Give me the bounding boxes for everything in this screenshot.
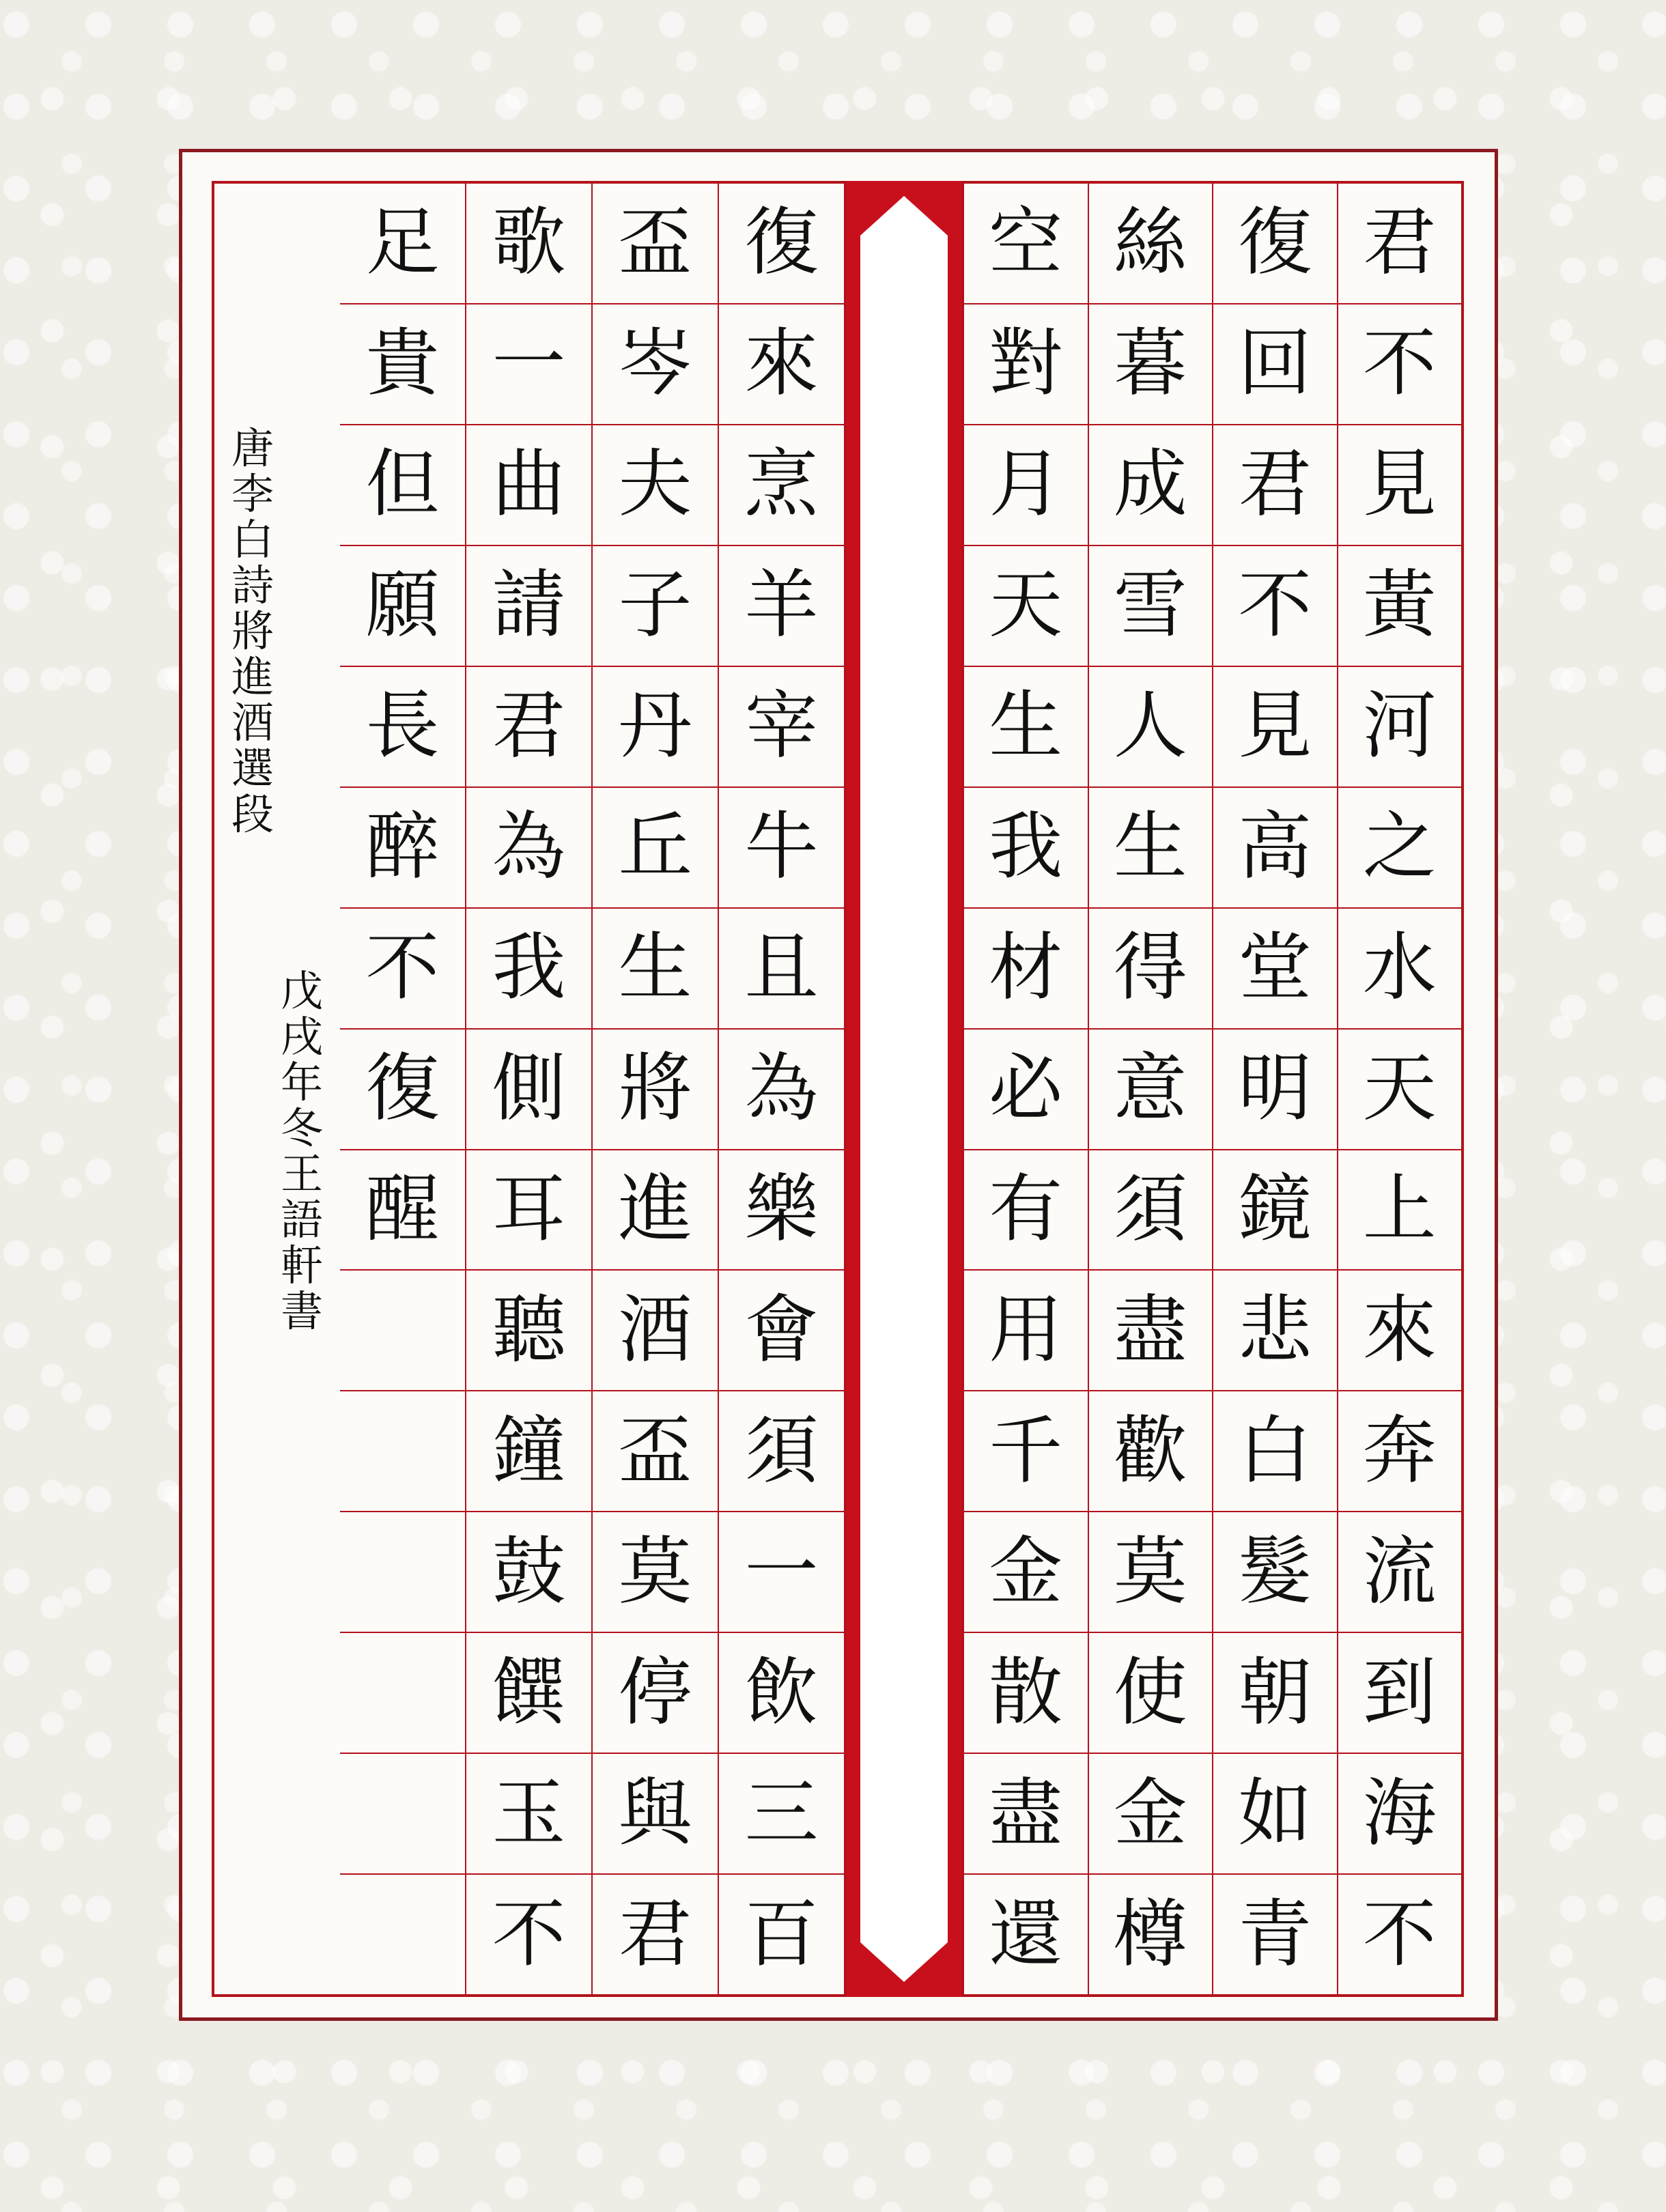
right-writing-panel — [961, 181, 1464, 1997]
grid-cell: 不 — [340, 907, 465, 1028]
text-column — [1337, 184, 1462, 1994]
grid-cell: 為 — [719, 1028, 844, 1149]
grid-cell: 盃 — [618, 200, 692, 286]
grid-cell: 子 — [593, 545, 718, 666]
grid-cell: 長 — [340, 666, 465, 786]
grid-cell: 不 — [1338, 1873, 1462, 1994]
signature-char: 將 — [231, 606, 274, 656]
grid-cell: 會 — [719, 1269, 844, 1390]
grid-cell: 醉 — [340, 786, 465, 907]
signature-char: 唐 — [231, 423, 274, 473]
grid-cell: 得 — [1089, 907, 1213, 1028]
grid-cell: 丹 — [593, 666, 718, 786]
grid-cell — [340, 1753, 465, 1873]
grid-cell: 青 — [1213, 1873, 1337, 1994]
grid-cell: 須 — [1089, 1149, 1213, 1270]
grid-cell: 一 — [719, 1511, 844, 1632]
grid-cell: 盡 — [1089, 1269, 1213, 1390]
grid-cell: 成 — [1089, 424, 1213, 545]
signature-char: 冬 — [280, 1103, 323, 1153]
grid-cell: 雪 — [1089, 545, 1213, 666]
text-column — [1088, 184, 1213, 1994]
text-column — [591, 184, 718, 1994]
grid-cell: 必 — [964, 1028, 1088, 1149]
grid-cell: 還 — [964, 1873, 1088, 1994]
signature-area — [214, 184, 340, 1994]
grid-cell: 生 — [593, 907, 718, 1028]
grid-cell: 烹 — [719, 424, 844, 545]
grid-cell: 生 — [964, 666, 1088, 786]
grid-cell: 有 — [964, 1149, 1088, 1270]
grid-cell: 酒 — [593, 1269, 718, 1390]
signature-char: 詩 — [231, 560, 274, 610]
grid-cell: 暮 — [1089, 303, 1213, 424]
grid-cell: 不 — [466, 1873, 591, 1994]
grid-cell: 海 — [1338, 1753, 1462, 1873]
grid-cell: 之 — [1338, 786, 1462, 907]
grid-cell: 意 — [1089, 1028, 1213, 1149]
grid-cell: 須 — [719, 1390, 844, 1511]
grid-cell: 樽 — [1089, 1873, 1213, 1994]
grid-cell: 願 — [340, 545, 465, 666]
grid-cell: 玉 — [466, 1753, 591, 1873]
grid-cell: 樂 — [719, 1149, 844, 1270]
grid-cell: 明 — [1213, 1028, 1337, 1149]
text-column — [1212, 184, 1337, 1994]
grid-cell: 請 — [466, 545, 591, 666]
signature-char: 語 — [280, 1194, 323, 1245]
grid-cell: 回 — [1213, 303, 1337, 424]
grid-cell: 一 — [466, 303, 591, 424]
grid-cell: 絲 — [1113, 200, 1187, 286]
grid-cell: 對 — [964, 303, 1088, 424]
grid-cell: 歡 — [1089, 1390, 1213, 1511]
grid-cell — [340, 1632, 465, 1753]
signature-date — [280, 966, 323, 1994]
grid-cell: 髮 — [1213, 1511, 1337, 1632]
grid-cell: 盃 — [593, 1390, 718, 1511]
signature-char: 選 — [231, 743, 274, 793]
grid-cell: 復 — [340, 1028, 465, 1149]
grid-cell: 空 — [989, 200, 1063, 286]
grid-cell: 用 — [964, 1269, 1088, 1390]
grid-cell: 悲 — [1213, 1269, 1337, 1390]
grid-cell: 丘 — [593, 786, 718, 907]
grid-cell: 側 — [466, 1028, 591, 1149]
grid-cell: 三 — [719, 1753, 844, 1873]
text-column — [340, 184, 465, 1994]
grid-cell: 莫 — [593, 1511, 718, 1632]
grid-cell: 莫 — [1089, 1511, 1213, 1632]
grid-cell: 天 — [1338, 1028, 1462, 1149]
grid-cell: 復 — [1238, 200, 1312, 286]
grid-cell: 水 — [1338, 907, 1462, 1028]
grid-cell: 為 — [466, 786, 591, 907]
grid-cell: 進 — [593, 1149, 718, 1270]
grid-cell — [340, 1390, 465, 1511]
grid-cell: 宰 — [719, 666, 844, 786]
grid-cell: 來 — [1338, 1269, 1462, 1390]
grid-cell: 貴 — [340, 303, 465, 424]
grid-cell: 人 — [1089, 666, 1213, 786]
grid-cell: 上 — [1338, 1149, 1462, 1270]
grid-cell: 鏡 — [1213, 1149, 1337, 1270]
grid-cell: 金 — [1089, 1753, 1213, 1873]
grid-cell: 金 — [964, 1511, 1088, 1632]
grid-cell: 使 — [1089, 1632, 1213, 1753]
signature-char: 書 — [280, 1286, 323, 1336]
signature-char: 戊 — [280, 966, 323, 1016]
grid-cell: 散 — [964, 1632, 1088, 1753]
signature-char: 李 — [231, 468, 274, 519]
grid-cell: 與 — [593, 1753, 718, 1873]
signature-char: 進 — [231, 651, 274, 702]
grid-cell — [340, 1511, 465, 1632]
grid-cell: 河 — [1338, 666, 1462, 786]
text-column — [465, 184, 591, 1994]
grid-cell: 復 — [744, 200, 819, 286]
grid-cell: 不 — [1338, 303, 1462, 424]
signature-char: 酒 — [231, 697, 274, 748]
signature-char: 王 — [280, 1148, 323, 1199]
grid-cell: 盡 — [964, 1753, 1088, 1873]
grid-cell: 聽 — [466, 1269, 591, 1390]
grid-cell: 將 — [593, 1028, 718, 1149]
grid-cell: 堂 — [1213, 907, 1337, 1028]
grid-cell — [340, 1873, 465, 1994]
left-character-grid — [340, 184, 844, 1994]
grid-cell: 飲 — [719, 1632, 844, 1753]
grid-cell: 停 — [593, 1632, 718, 1753]
grid-cell: 奔 — [1338, 1390, 1462, 1511]
grid-cell: 如 — [1213, 1753, 1337, 1873]
grid-cell: 見 — [1213, 666, 1337, 786]
grid-cell: 我 — [964, 786, 1088, 907]
signature-title — [231, 423, 274, 1994]
grid-cell: 黃 — [1338, 545, 1462, 666]
signature-char: 戌 — [280, 1011, 323, 1062]
grid-cell: 且 — [719, 907, 844, 1028]
text-column — [718, 184, 844, 1994]
grid-cell: 君 — [466, 666, 591, 786]
grid-cell: 生 — [1089, 786, 1213, 907]
signature-char: 軒 — [280, 1240, 323, 1290]
grid-cell: 鼓 — [466, 1511, 591, 1632]
signature-char: 年 — [280, 1057, 323, 1107]
signature-char: 白 — [231, 514, 274, 565]
grid-cell: 君 — [1213, 424, 1337, 545]
grid-cell: 歌 — [492, 200, 566, 286]
grid-cell: 不 — [1213, 545, 1337, 666]
right-character-grid — [964, 184, 1461, 1994]
grid-cell: 岑 — [593, 303, 718, 424]
text-column — [964, 184, 1088, 1994]
grid-cell: 耳 — [466, 1149, 591, 1270]
grid-cell: 月 — [964, 424, 1088, 545]
grid-cell: 到 — [1338, 1632, 1462, 1753]
grid-cell: 醒 — [340, 1149, 465, 1270]
grid-cell: 高 — [1213, 786, 1337, 907]
grid-cell: 但 — [340, 424, 465, 545]
grid-cell: 羊 — [719, 545, 844, 666]
grid-cell: 見 — [1338, 424, 1462, 545]
signature-char: 段 — [231, 789, 274, 839]
grid-cell: 材 — [964, 907, 1088, 1028]
grid-cell: 來 — [719, 303, 844, 424]
grid-cell: 流 — [1338, 1511, 1462, 1632]
left-writing-panel — [212, 181, 847, 1997]
grid-cell: 足 — [365, 200, 440, 286]
grid-cell: 君 — [593, 1873, 718, 1994]
grid-cell — [340, 1269, 465, 1390]
grid-cell: 夫 — [593, 424, 718, 545]
grid-cell: 白 — [1213, 1390, 1337, 1511]
grid-cell: 牛 — [719, 786, 844, 907]
center-fold-band — [847, 181, 961, 1997]
grid-cell: 朝 — [1213, 1632, 1337, 1753]
grid-cell: 千 — [964, 1390, 1088, 1511]
grid-cell: 饌 — [466, 1632, 591, 1753]
grid-cell: 曲 — [466, 424, 591, 545]
grid-cell: 君 — [1362, 200, 1437, 286]
grid-cell: 我 — [466, 907, 591, 1028]
grid-cell: 鐘 — [466, 1390, 591, 1511]
grid-cell: 百 — [719, 1873, 844, 1994]
grid-cell: 天 — [964, 545, 1088, 666]
